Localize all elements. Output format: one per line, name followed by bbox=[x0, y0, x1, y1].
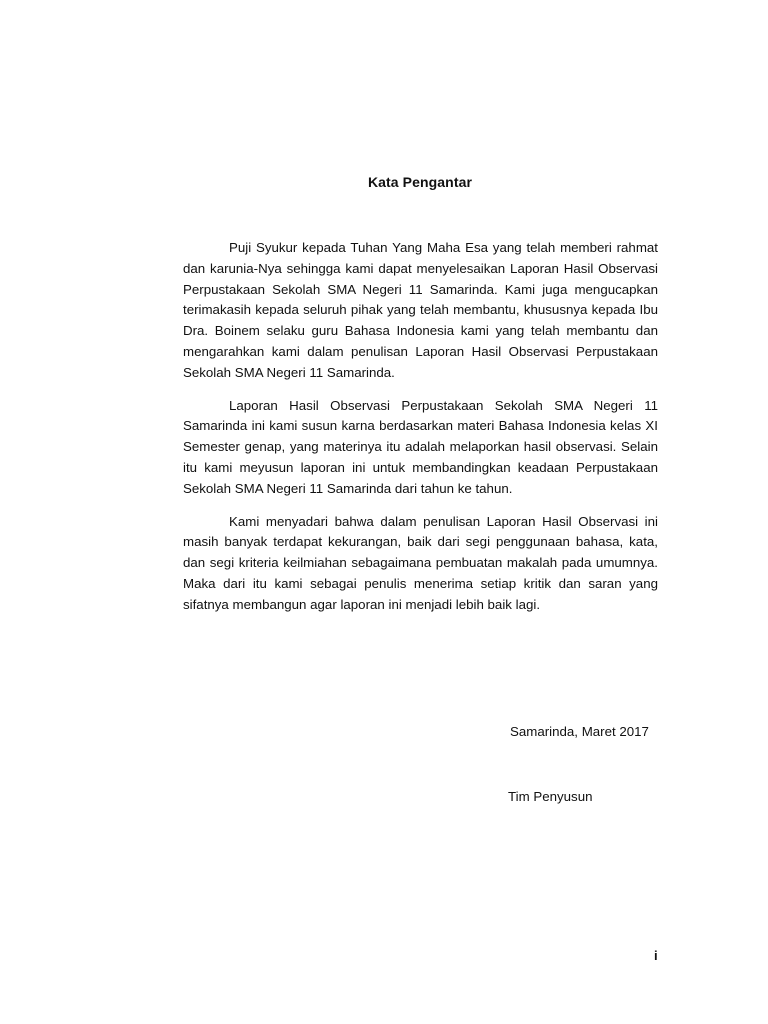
page-number: i bbox=[654, 948, 658, 963]
body-text bbox=[183, 238, 658, 628]
paragraph-2: Laporan Hasil Observasi Perpustakaan Sekolah SMA Negeri 11 Samarinda ini kami susun karna berdasarkan materi Bahasa Indonesia kelas XI Semester genap, yang materinya itu adalah melaporkan hasil observasi. Selain itu kami meyusun laporan ini untuk membandingkan keadaan Perpustakaan Sekolah SMA Negeri 11 Samarinda dari tahun ke tahun. bbox=[183, 397, 658, 496]
place-date: Samarinda, Maret 2017 bbox=[510, 724, 649, 739]
page-title: Kata Pengantar bbox=[367, 174, 473, 190]
paragraph-3: Kami menyadari bahwa dalam penulisan Laporan Hasil Observasi ini masih banyak terdapat kekurangan, baik dari segi penggunaan bahasa, kata, dan segi kriteria keilmiahan sebagaimana pembuatan makalah pada umumnya. Maka dari itu kami sebagai penulis menerima setiap kritik dan saran yang sifatnya membangun agar laporan ini menjadi lebih baik lagi. bbox=[183, 513, 658, 612]
paragraph-1: Puji Syukur kepada Tuhan Yang Maha Esa yang telah memberi rahmat dan karunia-Nya sehingga kami dapat menyelesaikan Laporan Hasil Observasi Perpustakaan Sekolah SMA Negeri 11 Samarinda. Kami juga mengucapkan terimakasih kepada seluruh pihak yang telah membantu, khususnya kepada Ibu Dra. Boinem selaku guru Bahasa Indonesia kami yang telah membantu dan mengarahkan kami dalam penulisan Laporan Hasil Observasi Perpustakaan Sekolah SMA Negeri 11 Samarinda. bbox=[183, 240, 658, 380]
author-signature: Tim Penyusun bbox=[508, 789, 593, 804]
